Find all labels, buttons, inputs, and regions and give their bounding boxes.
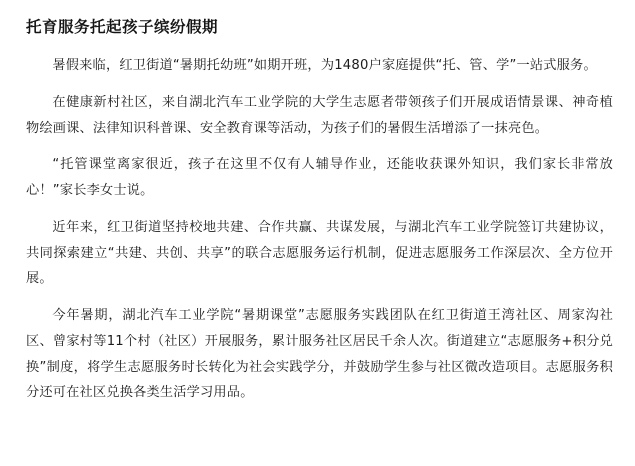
paragraph-5: 今年暑期，湖北汽车工业学院“暑期课堂”志愿服务实践团队在红卫街道王湾社区、周家沟社区、曾家村等11个村（社区）开展服务，累计服务社区居民千余人次。街道建立“志愿服务+积分兑换”制度，将学生志愿服务时长转化为社会实践学分，并鼓励学生参与社区微改造项目。志愿服务积分还可在社区兑换各类生活学习用品。 (26, 308, 613, 401)
document-body (26, 53, 613, 406)
paragraph-4: 近年来，红卫街道坚持校地共建、合作共赢、共谋发展，与湖北汽车工业学院签订共建协议，共同探索建立“共建、共创、共享”的联合志愿服务运行机制，促进志愿服务工作深层次、全方位开展。 (26, 219, 613, 287)
paragraph-3: “托管课堂离家很近，孩子在这里不仅有人辅导作业，还能收获课外知识，我们家长非常放心！”家长李女士说。 (26, 157, 613, 199)
paragraph-2: 在健康新村社区，来自湖北汽车工业学院的大学生志愿者带领孩子们开展成语情景课、神奇植物绘画课、法律知识科普课、安全教育课等活动，为孩子们的暑假生活增添了一抹亮色。 (26, 94, 613, 136)
paragraph-1: 暑假来临，红卫街道“暑期托幼班”如期开班，为1480户家庭提供“托、管、学”一站式服务。 (52, 58, 597, 74)
page-title: 托育服务托起孩子缤纷假期 (26, 18, 219, 36)
